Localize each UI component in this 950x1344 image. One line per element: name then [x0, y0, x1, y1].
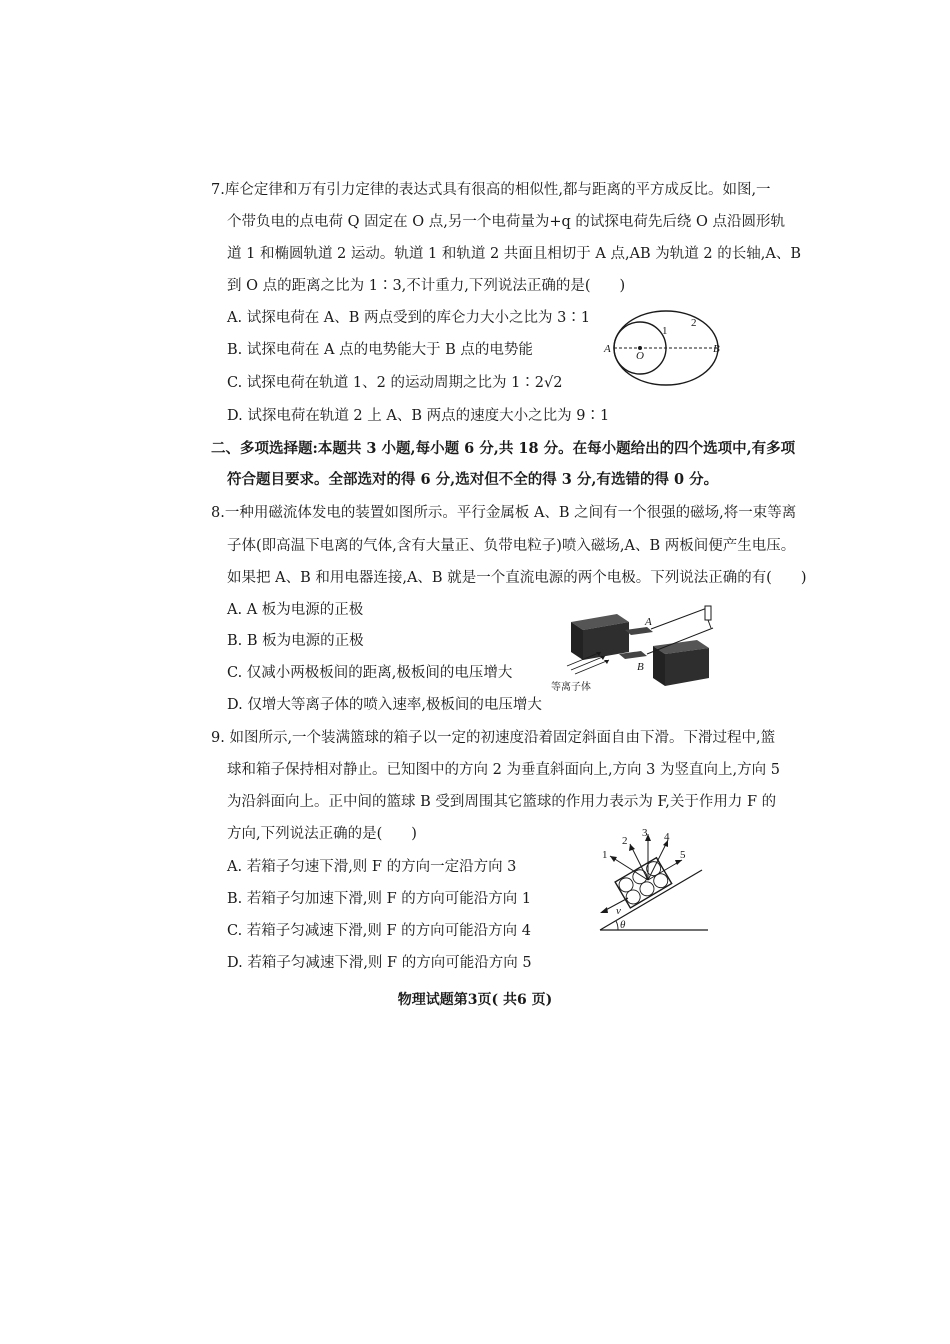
section2-heading-line-1: 二、多项选择题:本题共 3 小题,每小题 6 分,共 18 分。在每小题给出的四个选项中,有多项 — [211, 440, 796, 457]
q8-option-a: A. A 板为电源的正极 — [227, 602, 364, 618]
q7-option-b: B. 试探电荷在 A 点的电势能大于 B 点的电势能 — [227, 342, 533, 358]
label-direction-2: 2 — [622, 835, 628, 847]
incline-line — [600, 870, 702, 930]
label-direction-1: 1 — [602, 849, 608, 861]
label-theta: θ — [620, 919, 626, 931]
q9-stem-line-3: 为沿斜面向上。正中间的篮球 B 受到周围其它篮球的作用力表示为 F,关于作用力 F 的 — [227, 794, 777, 810]
q8-stem-line-2: 子体(即高温下电离的气体,含有大量正、负带电粒子)喷入磁场,A、B 两板间便产生电压。 — [227, 538, 796, 554]
label-velocity: v — [616, 905, 621, 917]
q8-mhd-generator-figure — [545, 598, 725, 698]
label-a: A — [604, 343, 611, 355]
label-direction-4: 4 — [664, 831, 670, 843]
q8-option-b: B. B 板为电源的正极 — [227, 633, 364, 649]
plate-a — [625, 627, 653, 635]
q7-stem-line-2: 个带负电的点电荷 Q 固定在 O 点,另一个电荷量为+q 的试探电荷先后绕 O 点沿圆形轨 — [227, 214, 785, 230]
q9-stem-line-2: 球和箱子保持相对静止。已知图中的方向 2 为垂直斜面向上,方向 3 为竖直向上,方向 5 — [227, 762, 780, 778]
q7-option-d: D. 试探电荷在轨道 2 上 A、B 两点的速度大小之比为 9∶1 — [227, 408, 610, 424]
q9-option-d: D. 若箱子匀减速下滑,则 F 的方向可能沿方向 5 — [227, 955, 532, 971]
label-plate-b: B — [637, 661, 644, 673]
resistor — [705, 606, 711, 620]
q8-option-c: C. 仅减小两极板间的距离,极板间的电压增大 — [227, 665, 513, 681]
label-plate-a: A — [645, 616, 652, 628]
theta-arc — [616, 921, 618, 930]
right-magnet — [665, 648, 709, 686]
q7-option-a: A. 试探电荷在 A、B 两点受到的库仑力大小之比为 3∶1 — [227, 310, 591, 326]
q9-option-a: A. 若箱子匀速下滑,则 F 的方向一定沿方向 3 — [227, 859, 517, 875]
q8-option-d: D. 仅增大等离子体的喷入速率,极板间的电压增大 — [227, 697, 542, 713]
label-direction-3: 3 — [642, 827, 648, 839]
q7-option-c: C. 试探电荷在轨道 1、2 的运动周期之比为 1∶2√2 — [227, 375, 563, 391]
label-orbit-1: 1 — [662, 325, 668, 337]
q7-stem-line-1: 7.库仑定律和万有引力定律的表达式具有很高的相似性,都与距离的平方成反比。如图,一 — [211, 182, 771, 198]
label-b: B — [713, 343, 720, 355]
label-direction-5: 5 — [680, 849, 686, 861]
page-footer: 物理试题第3页( 共6 页) — [397, 992, 553, 1008]
q7-stem-line-4: 到 O 点的距离之比为 1∶3,不计重力,下列说法正确的是( ) — [227, 278, 626, 294]
section2-heading-line-2: 符合题目要求。全部选对的得 6 分,选对但不全的得 3 分,有选错的得 0 分。 — [227, 471, 719, 488]
plasma-arrow-3 — [575, 660, 609, 674]
q7-stem-line-3: 道 1 和椭圆轨道 2 运动。轨道 1 和轨道 2 共面且相切于 A 点,AB 为轨道 2 的长轴,A、B — [227, 246, 801, 262]
q8-stem-line-3: 如果把 A、B 和用电器连接,A、B 就是一个直流电源的两个电极。下列说法正确的有( ) — [227, 570, 807, 586]
q9-stem-line-1: 9. 如图所示,一个装满篮球的箱子以一定的初速度沿着固定斜面自由下滑。下滑过程中,篮 — [211, 730, 776, 746]
q7-orbit-figure — [600, 304, 730, 394]
wire-top — [651, 608, 709, 629]
q9-stem-line-4: 方向,下列说法正确的是( ) — [227, 826, 417, 842]
q9-incline-figure — [590, 822, 720, 937]
label-orbit-2: 2 — [691, 317, 697, 329]
label-o: O — [636, 350, 644, 362]
label-plasma: 等离子体 — [551, 682, 591, 693]
q9-option-b: B. 若箱子匀加速下滑,则 F 的方向可能沿方向 1 — [227, 891, 532, 907]
q8-stem-line-1: 8.一种用磁流体发电的装置如图所示。平行金属板 A、B 之间有一个很强的磁场,将一束等离 — [211, 505, 797, 521]
q9-option-c: C. 若箱子匀减速下滑,则 F 的方向可能沿方向 4 — [227, 923, 532, 939]
